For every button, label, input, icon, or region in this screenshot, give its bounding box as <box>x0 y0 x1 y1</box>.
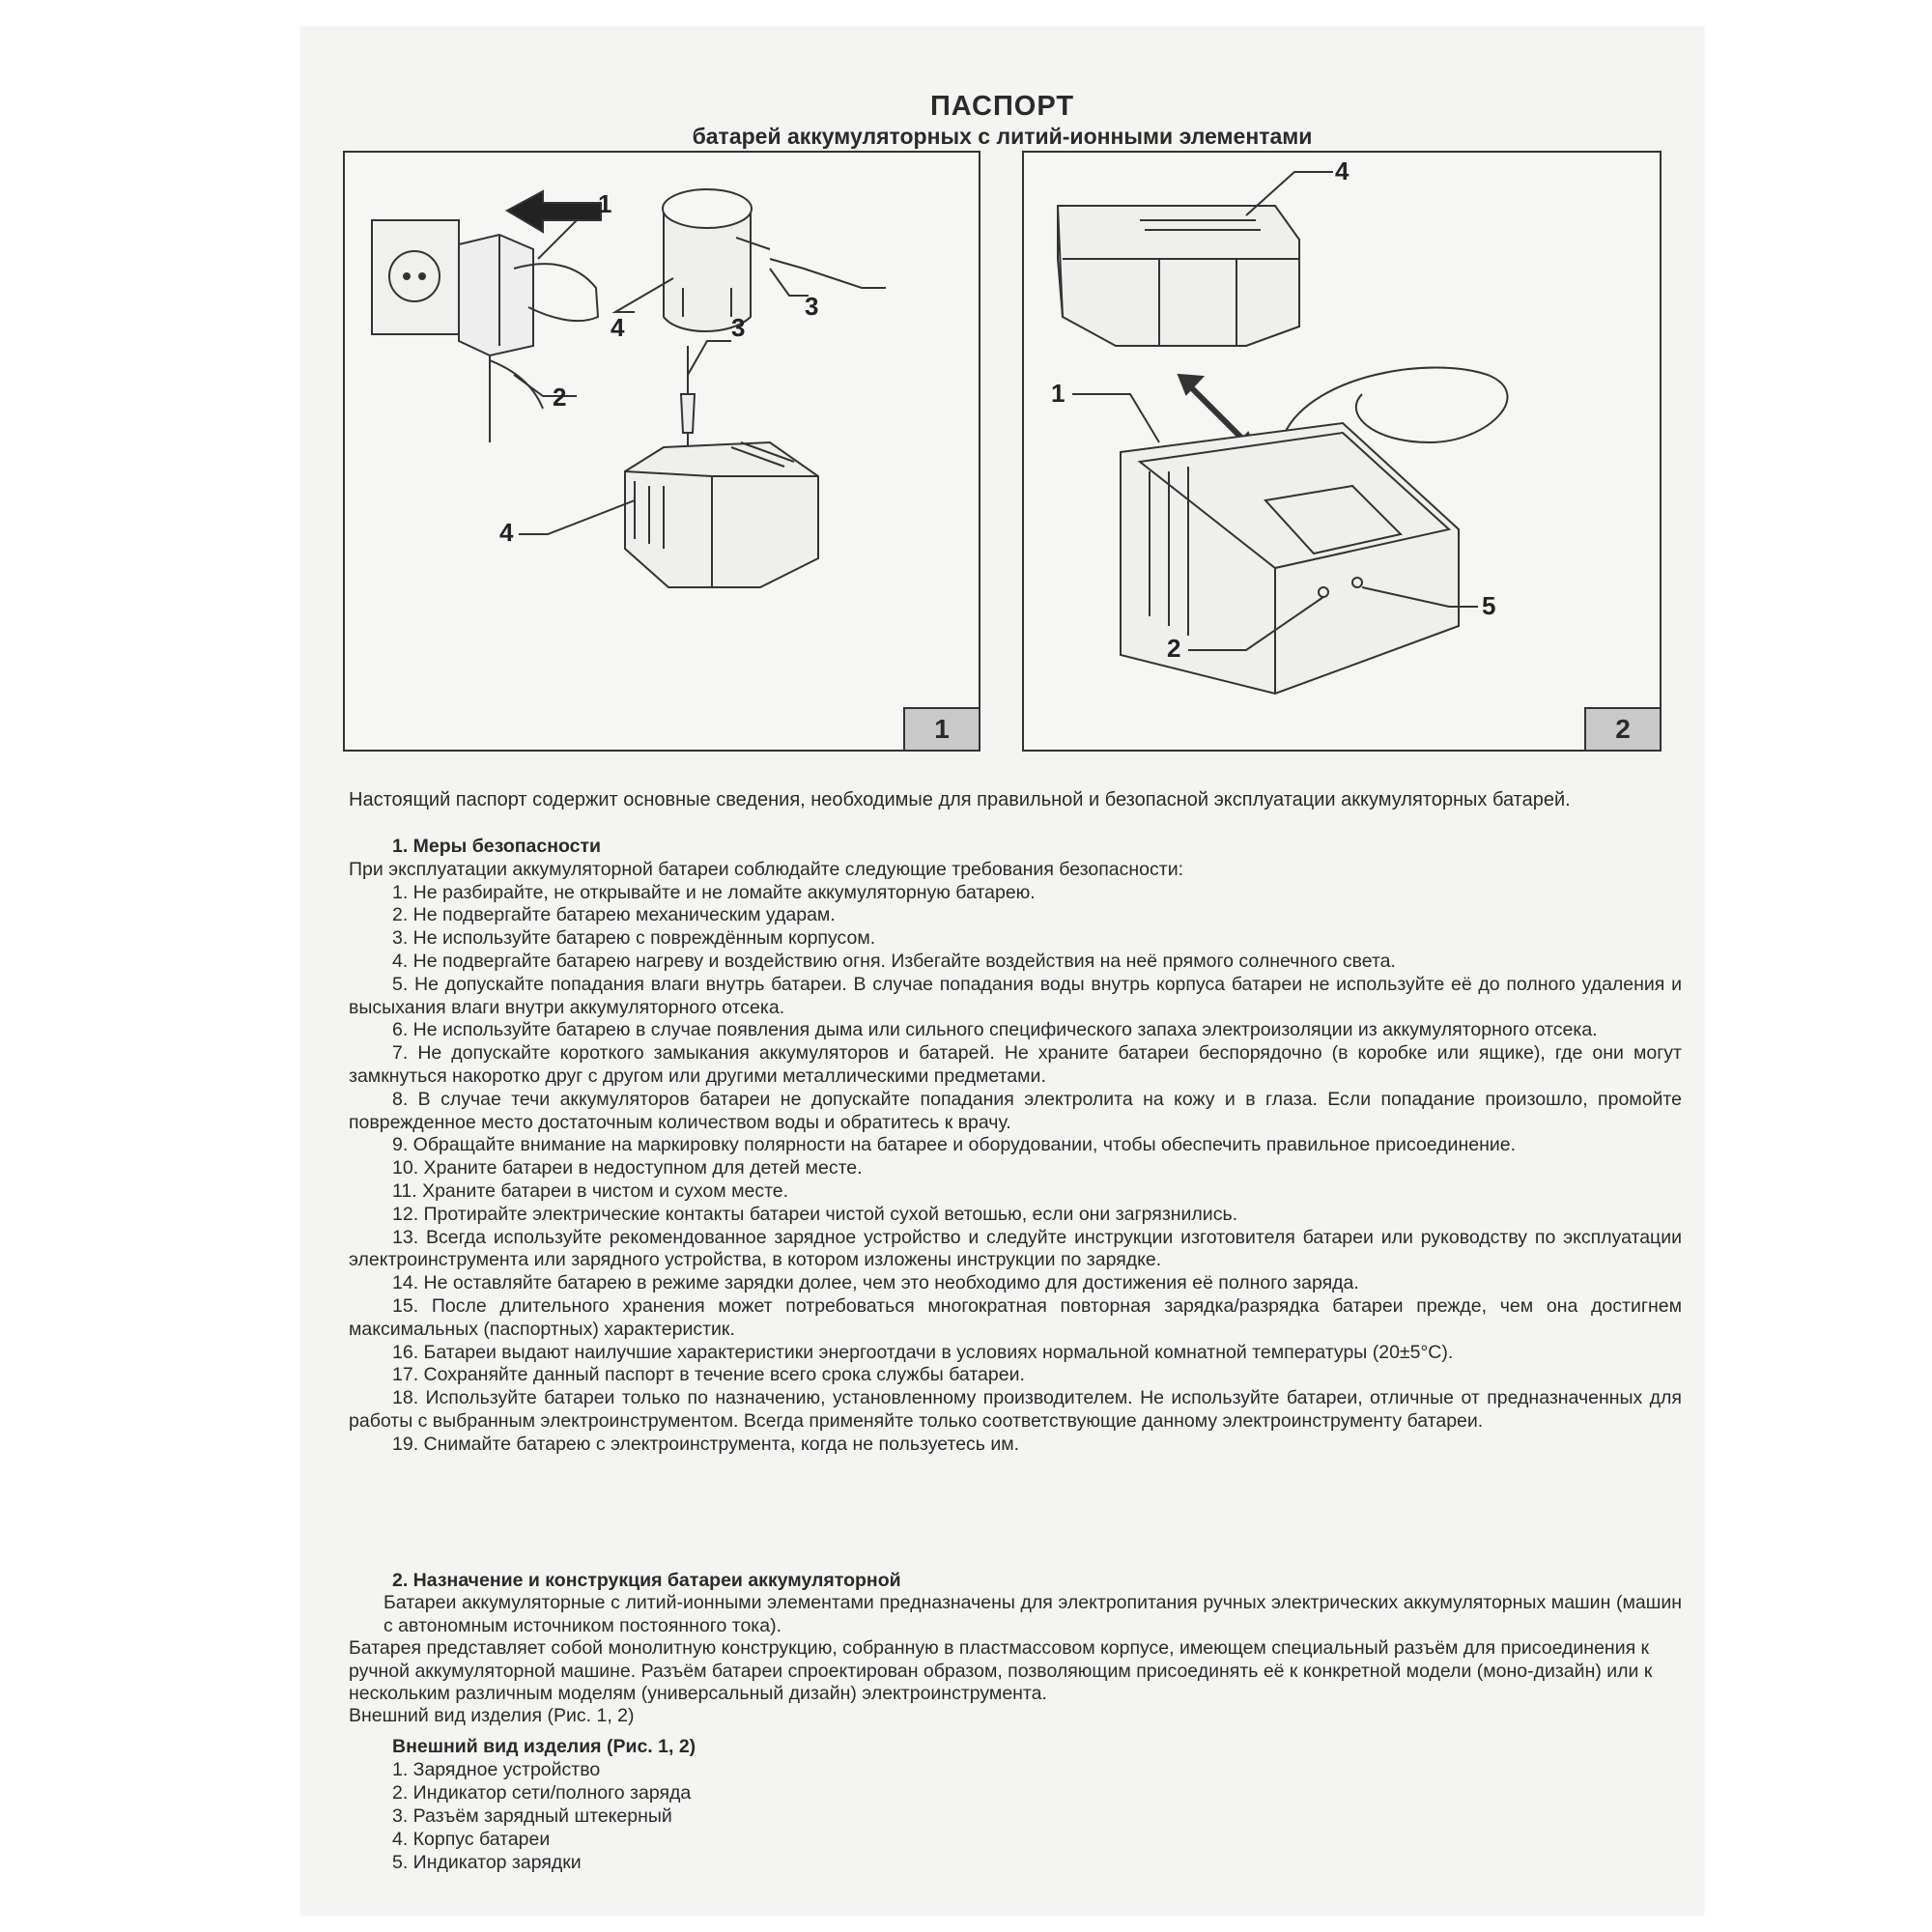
safety-item: 16. Батареи выдают наилучшие характеристики энергоотдачи в условиях нормальной комнатной температуры (20±5°С). <box>392 1341 1454 1363</box>
document-subtitle: батарей аккумуляторных с литий-ионными элементами <box>692 124 1313 149</box>
fig1-callout-2: 2 <box>553 383 567 412</box>
safety-item: 12. Протирайте электрические контакты батареи чистой сухой ветошью, если они загрязнились. <box>392 1203 1238 1225</box>
safety-item: 8. В случае течи аккумуляторов батареи не допускайте попадания электролита на кожу и в глаза. Если попадание произошло, промойте поврежденное место достаточным количеством воды и обратитесь к врачу. <box>349 1088 1682 1133</box>
section-safety <box>349 831 1682 1457</box>
document-title: ПАСПОРТ <box>929 91 1075 122</box>
safety-item: 11. Храните батареи в чистом и сухом месте. <box>392 1179 789 1202</box>
fig2-callout-5: 5 <box>1482 591 1496 620</box>
section-2-paragraph: Батареи аккумуляторные с литий-ионными элементами предназначены для электропитания ручных электрических аккумуляторных машин (машин с автономным источником постоянного тока). <box>384 1592 1682 1636</box>
figure-1-illustration <box>345 153 979 750</box>
section-3-heading: Внешний вид изделия (Рис. 1, 2) <box>392 1736 696 1757</box>
section-1-heading: 1. Меры безопасности <box>392 836 602 857</box>
fig2-callout-2: 2 <box>1167 634 1181 663</box>
figure-1-number: 1 <box>903 707 979 750</box>
fig1-callout-1: 1 <box>598 189 612 218</box>
fig1-callout-3b: 3 <box>731 313 746 342</box>
safety-item: 18. Используйте батареи только по назначению, установленному производителем. Не используйте батареи, отличные от предназначенных для работы с выбранным электроинструментом. Всегда применяйте только соответствующие данному электроинструменту батареи. <box>349 1387 1682 1432</box>
intro-paragraph: Настоящий паспорт содержит основные сведения, необходимые для правильной и безопасной эксплуатации аккумуляторных батарей. <box>349 789 1571 810</box>
safety-item: 15. После длительного хранения может потребоваться многократная повторная зарядка/разрядка батареи прежде, чем она достигнем максимальных (паспортных) характеристик. <box>349 1294 1682 1340</box>
fig2-callout-1: 1 <box>1051 379 1065 408</box>
parts-list-item: 2. Индикатор сети/полного заряда <box>392 1782 692 1804</box>
safety-item: 10. Храните батареи в недоступном для детей месте. <box>392 1157 863 1179</box>
section-2-heading: 2. Назначение и конструкция батареи аккумуляторной <box>392 1570 901 1591</box>
parts-list-item: 1. Зарядное устройство <box>392 1759 601 1780</box>
safety-item: 2. Не подвергайте батарею механическим ударам. <box>392 904 836 926</box>
section-2-paragraph: Внешний вид изделия (Рис. 1, 2) <box>349 1705 635 1727</box>
section-2-paragraph: Батарея представляет собой монолитную конструкцию, собранную в пластмассовом корпусе, имеющем специальный разъём для присоединения к ручной аккумуляторной машине. Разъём батареи спроектирован образом, позволяющим присоединять её к конкретной модели (моно-дизайн) или к нескольким различным моделям (универсальный дизайн) электроинструмента. <box>349 1637 1653 1705</box>
fig2-callout-4: 4 <box>1335 156 1350 185</box>
safety-item: 4. Не подвергайте батарею нагреву и воздействию огня. Избегайте воздействия на неё прямого солнечного света. <box>392 950 1396 972</box>
passport-sheet <box>300 27 1704 1916</box>
safety-item: 7. Не допускайте короткого замыкания аккумуляторов и батарей. Не храните батареи беспорядочно (в коробке или ящике), где они могут замкнуться накоротко друг с другом или другими металлическими предметами. <box>349 1042 1682 1087</box>
section-appearance <box>349 1735 1025 1874</box>
section-1-lead: При эксплуатации аккумуляторной батареи соблюдайте следующие требования безопасности: <box>349 858 1183 880</box>
safety-item: 19. Снимайте батарею с электроинструмента, когда не пользуетесь им. <box>392 1433 1020 1455</box>
safety-item: 5. Не допускайте попадания влаги внутрь батареи. В случае попадания воды внутрь корпуса батареи не используйте её до полного удаления и высыхания влаги внутри аккумуляторного отсека. <box>349 973 1682 1018</box>
figure-1 <box>343 151 980 752</box>
fig1-callout-4b: 4 <box>499 518 514 547</box>
figure-2 <box>1022 151 1662 752</box>
safety-item: 13. Всегда используйте рекомендованное зарядное устройство и следуйте инструкции изготовителя батареи или руководству по эксплуатации электроинструмента или зарядного устройства, в котором изложены инструкции по зарядке. <box>349 1226 1682 1271</box>
figure-2-illustration <box>1024 153 1660 750</box>
parts-list-item: 3. Разъём зарядный штекерный <box>392 1805 672 1827</box>
safety-item: 9. Обращайте внимание на маркировку полярности на батарее и оборудовании, чтобы обеспечить правильное присоединение. <box>392 1134 1516 1156</box>
fig1-callout-4a: 4 <box>611 313 625 342</box>
safety-item: 14. Не оставляйте батарею в режиме зарядки долее, чем это необходимо для достижения её полного заряда. <box>392 1272 1359 1294</box>
safety-item: 6. Не используйте батарею в случае появления дыма или сильного специфического запаха электроизоляции из аккумуляторного отсека. <box>392 1019 1598 1041</box>
safety-item: 17. Сохраняйте данный паспорт в течение всего срока службы батареи. <box>392 1364 1025 1386</box>
safety-item: 3. Не используйте батарею с повреждённым корпусом. <box>392 927 876 950</box>
parts-list-item: 4. Корпус батареи <box>392 1829 551 1850</box>
section-purpose <box>349 1565 1682 1728</box>
safety-item: 1. Не разбирайте, не открывайте и не ломайте аккумуляторную батарею. <box>392 881 1036 903</box>
parts-list-item: 5. Индикатор зарядки <box>392 1852 582 1873</box>
fig1-callout-3a: 3 <box>805 292 819 321</box>
figure-2-number: 2 <box>1584 707 1660 750</box>
